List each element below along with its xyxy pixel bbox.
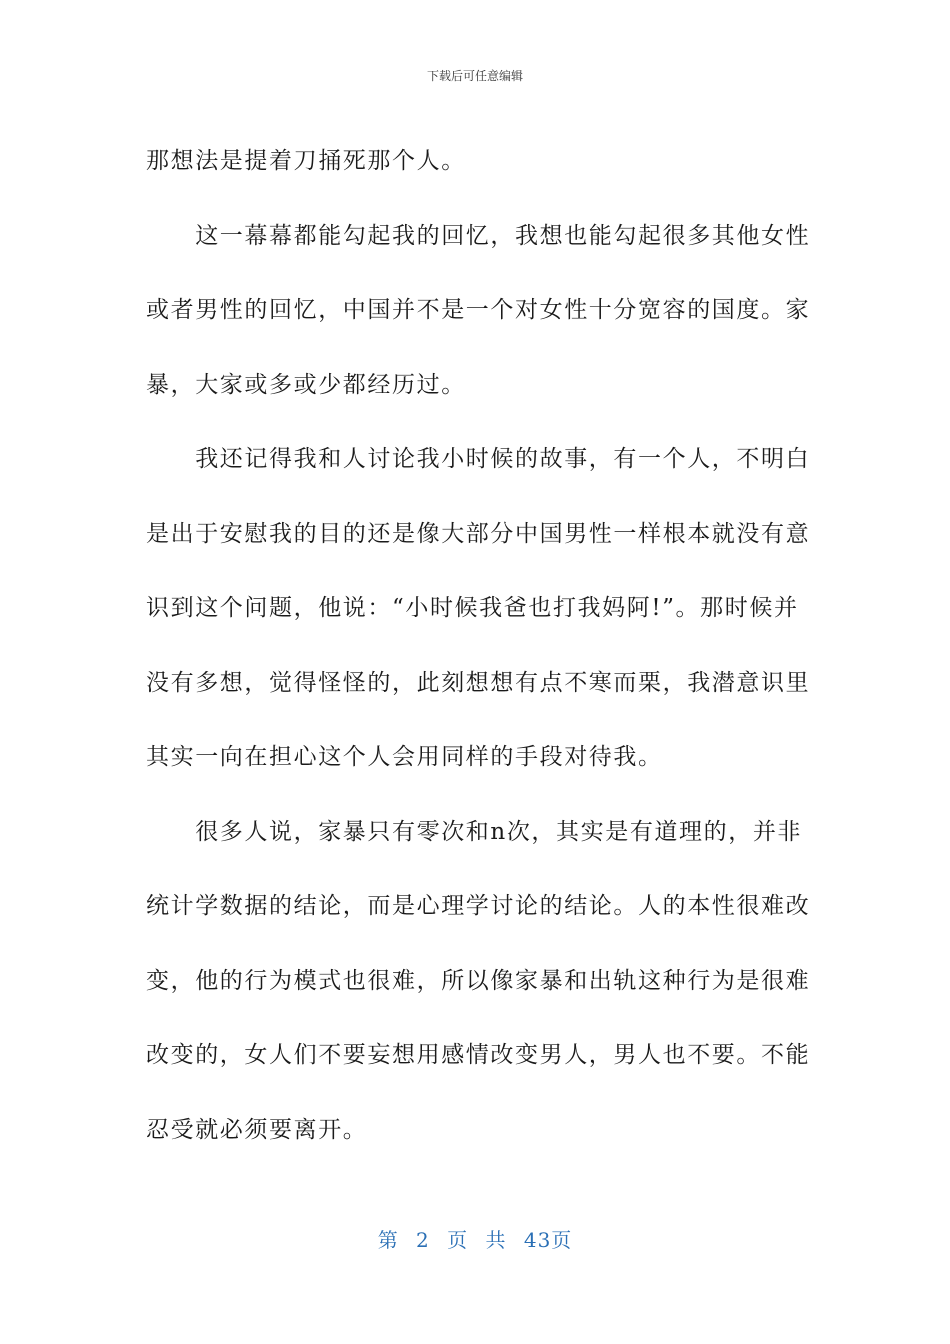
text-line: 是出于安慰我的目的还是像大部分中国男性一样根本就没有意 xyxy=(146,520,811,547)
text-line: 很多人说，家暴只有零次和n次，其实是有道理的，并非 xyxy=(146,818,803,845)
text-line: 统计学数据的结论，而是心理学讨论的结论。人的本性很难改 xyxy=(146,893,811,919)
text-line: 没有多想，觉得怪怪的，此刻想想有点不寒而栗，我潜意识里 xyxy=(146,669,811,696)
page-label-prefix: 第 xyxy=(377,1228,399,1252)
text-line: 我还记得我和人讨论我小时候的故事，有一个人，不明白 xyxy=(146,446,811,472)
text-line: 忍受就必须要离开。 xyxy=(146,1116,368,1143)
total-label: 共 xyxy=(485,1228,507,1252)
text-line: 改变的，女人们不要妄想用感情改变男人，男人也不要。不能 xyxy=(146,1042,811,1068)
header-note: 下载后可任意编辑 xyxy=(426,69,523,83)
page-label-mid: 页 xyxy=(447,1228,469,1252)
text-line: 其实一向在担心这个人会用同样的手段对待我。 xyxy=(146,744,663,770)
total-pages: 43页 xyxy=(523,1228,573,1252)
document-body xyxy=(146,124,811,1167)
text-line: 这一幕幕都能勾起我的回忆，我想也能勾起很多其他女性 xyxy=(146,222,811,249)
text-line: 或者男性的回忆，中国并不是一个对女性十分宽容的国度。家 xyxy=(146,297,811,323)
page-footer xyxy=(0,1224,950,1253)
text-line: 那想法是提着刀捅死那个人。 xyxy=(146,148,466,174)
current-page-number: 2 xyxy=(416,1228,430,1252)
text-line: 变，他的行为模式也很难，所以像家暴和出轨这种行为是很难 xyxy=(146,967,811,994)
text-line: 暴，大家或多或少都经历过。 xyxy=(146,371,466,398)
text-line: 识到这个问题，他说：“小时候我爸也打我妈阿!”。那时候并 xyxy=(146,595,799,621)
